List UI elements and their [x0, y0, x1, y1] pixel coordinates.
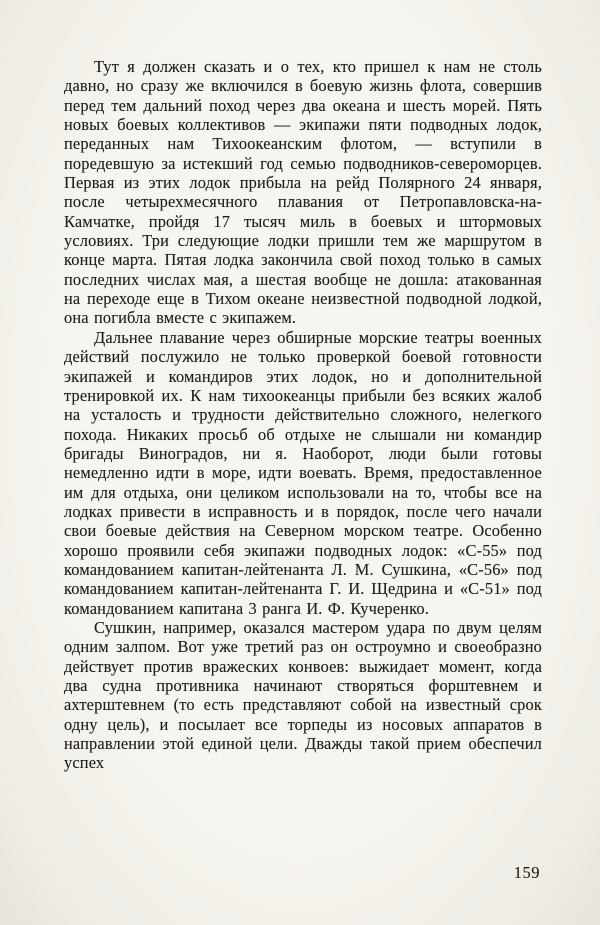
page-number: 159 — [513, 863, 540, 882]
paragraph: Сушкин, например, оказался мастером удара по двум целям одним залпом. Вот уже третий раз он остроумно и своеобразно действует против вражеских конвоев: выжидает момент, когда два судна противника начинают створяться форштевнем и ахтерштевнем (то есть представляют собой на известный срок одну цель), и посылает все торпеды из носовых аппаратов в направлении этой единой цели. Дважды такой прием обеспечил успех — [64, 617, 542, 773]
paragraph: Дальнее плавание через обширные морские театры военных действий послужило не только проверкой боевой готовности экипажей и командиров этих лодок, но и дополнительной тренировкой их. К нам тихоокеанцы прибыли без всяких жалоб на усталость и трудности действительно сложного, нелегкого похода. Никаких просьб об отдыхе не слышали ни командир бригады Виноградов, ни я. Наоборот, люди были готовы немедленно идти в море, идти воевать. Время, предоставленное им для отдыха, они целиком использовали на то, чтобы все на лодках привести в исправность и в порядок, после чего начали свои боевые действия на Северном морском театре. Особенно хорошо проявили себя экипажи подводных лодок: «С-55» под командованием капитан-лейтенанта Л. М. Сушкина, «С-56» под командованием капитан-лейтенанта Г. И. Щедрина и «С-51» под командованием капитана 3 ранга И. Ф. Кучеренко. — [64, 327, 542, 618]
page-text — [64, 57, 542, 773]
paragraph: Тут я должен сказать и о тех, кто пришел к нам не столь давно, но сразу же включился в боевую жизнь флота, совершив перед тем дальний поход через два океана и шесть морей. Пять новых боевых коллективов — экипажи пяти подводных лодок, переданных нам Тихоокеанским флотом, — вступили в поредевшую за истекший год семью подводников-североморцев. Первая из этих лодок прибыла на рейд Полярного 24 января, после четырехмесячного плавания от Петропавловска-на-Камчатке, пройдя 17 тысяч миль в боевых и штормовых условиях. Три следующие лодки пришли тем же маршрутом в конце марта. Пятая лодка закончила свой поход только в самых последних числах мая, а шестая вообще не дошла: атакованная на переходе еще в Тихом океане неизвестной подводной лодкой, она погибла вместе с экипажем. — [64, 57, 542, 328]
